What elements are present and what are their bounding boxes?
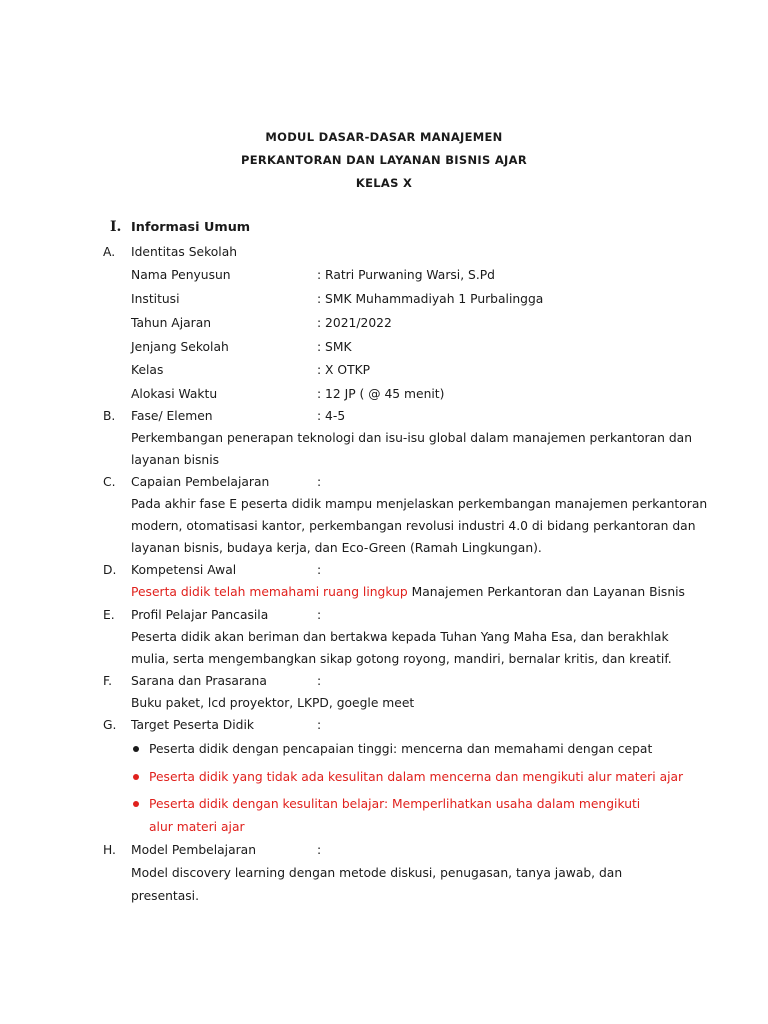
fase-label: Fase/ Elemen (131, 409, 213, 423)
capaian-label: Capaian Pembelajaran (131, 475, 270, 489)
bullet-dot-icon (133, 774, 139, 780)
target-label: Target Peserta Didik (131, 718, 255, 732)
fase-text-line-1: Perkembangan penerapan teknologi dan isu-isu global dalam manajemen perkantoran dan (131, 431, 692, 445)
field-label: Alokasi Waktu (131, 387, 218, 401)
document-title-line-3: KELAS X (355, 176, 413, 190)
field-value: : 2021/2022 (317, 316, 392, 330)
item-letter-g: G. (103, 718, 117, 732)
field-value: : Ratri Purwaning Warsi, S.Pd (317, 268, 495, 282)
fase-text-line-2: layanan bisnis (131, 453, 220, 467)
field-label: Institusi (131, 292, 180, 306)
model-label: Model Pembelajaran (131, 843, 257, 857)
sarana-text: Buku paket, lcd proyektor, LKPD, goegle meet (131, 696, 415, 710)
item-letter-f: F. (103, 674, 113, 688)
sarana-colon: : (317, 674, 322, 688)
capaian-line-2: modern, otomatisasi kantor, perkembangan revolusi industri 4.0 di bidang perkantoran dan (131, 519, 696, 533)
target-bullet-2: Peserta didik yang tidak ada kesulitan dalam mencerna dan mengikuti alur materi ajar (149, 770, 684, 784)
kompetensi-text-highlight: Peserta didik telah memahami ruang lingkup (131, 585, 408, 599)
field-value: : 12 JP ( @ 45 menit) (317, 387, 445, 401)
item-letter-e: E. (103, 608, 115, 622)
capaian-colon: : (317, 475, 322, 489)
model-line-1: Model discovery learning dengan metode diskusi, penugasan, tanya jawab, dan (131, 866, 623, 880)
target-bullet-3-line-2: alur materi ajar (149, 820, 245, 834)
item-letter-c: C. (103, 475, 116, 489)
model-colon: : (317, 843, 322, 857)
kompetensi-text (131, 585, 685, 599)
item-letter-h: H. (103, 843, 116, 857)
section-title: Informasi Umum (131, 220, 251, 235)
profil-line-1: Peserta didik akan beriman dan bertakwa kepada Tuhan Yang Maha Esa, dan berakhlak (131, 630, 669, 644)
item-letter-b: B. (103, 409, 116, 423)
section-number: I. (110, 219, 122, 235)
field-label: Tahun Ajaran (131, 316, 212, 330)
field-label: Nama Penyusun (131, 268, 231, 282)
target-bullet-1: Peserta didik dengan pencapaian tinggi: mencerna dan memahami dengan cepat (149, 742, 653, 756)
target-colon: : (317, 718, 322, 732)
bullet-dot-icon (133, 746, 139, 752)
profil-colon: : (317, 608, 322, 622)
capaian-line-3: layanan bisnis, budaya kerja, dan Eco-Green (Ramah Lingkungan). (131, 541, 542, 555)
sarana-label: Sarana dan Prasarana (131, 674, 267, 688)
document-title-line-1: MODUL DASAR-DASAR MANAJEMEN (265, 130, 503, 144)
document-title-line-2: PERKANTORAN DAN LAYANAN BISNIS AJAR (240, 153, 527, 167)
field-label: Jenjang Sekolah (131, 340, 229, 354)
target-bullet-3-line-1: Peserta didik dengan kesulitan belajar: Memperlihatkan usaha dalam mengikuti (149, 797, 641, 811)
profil-label: Profil Pelajar Pancasila (131, 608, 269, 622)
kompetensi-text-rest: Manajemen Perkantoran dan Layanan Bisnis (407, 585, 685, 599)
field-value: : X OTKP (317, 363, 371, 377)
item-letter-d: D. (103, 563, 117, 577)
item-letter-a: A. (103, 245, 116, 259)
bullet-dot-icon (133, 801, 139, 807)
kompetensi-label: Kompetensi Awal (131, 563, 237, 577)
fase-value: : 4-5 (317, 409, 346, 423)
identitas-heading: Identitas Sekolah (131, 245, 238, 259)
model-line-2: presentasi. (131, 889, 200, 903)
profil-line-2: mulia, serta mengembangkan sikap gotong royong, mandiri, bernalar kritis, dan kreatif. (131, 652, 672, 666)
capaian-line-1: Pada akhir fase E peserta didik mampu menjelaskan perkembangan manajemen perkantoran (131, 497, 708, 511)
field-label: Kelas (131, 363, 164, 377)
field-value: : SMK Muhammadiyah 1 Purbalingga (317, 292, 544, 306)
kompetensi-colon: : (317, 563, 322, 577)
field-value: : SMK (317, 340, 352, 354)
